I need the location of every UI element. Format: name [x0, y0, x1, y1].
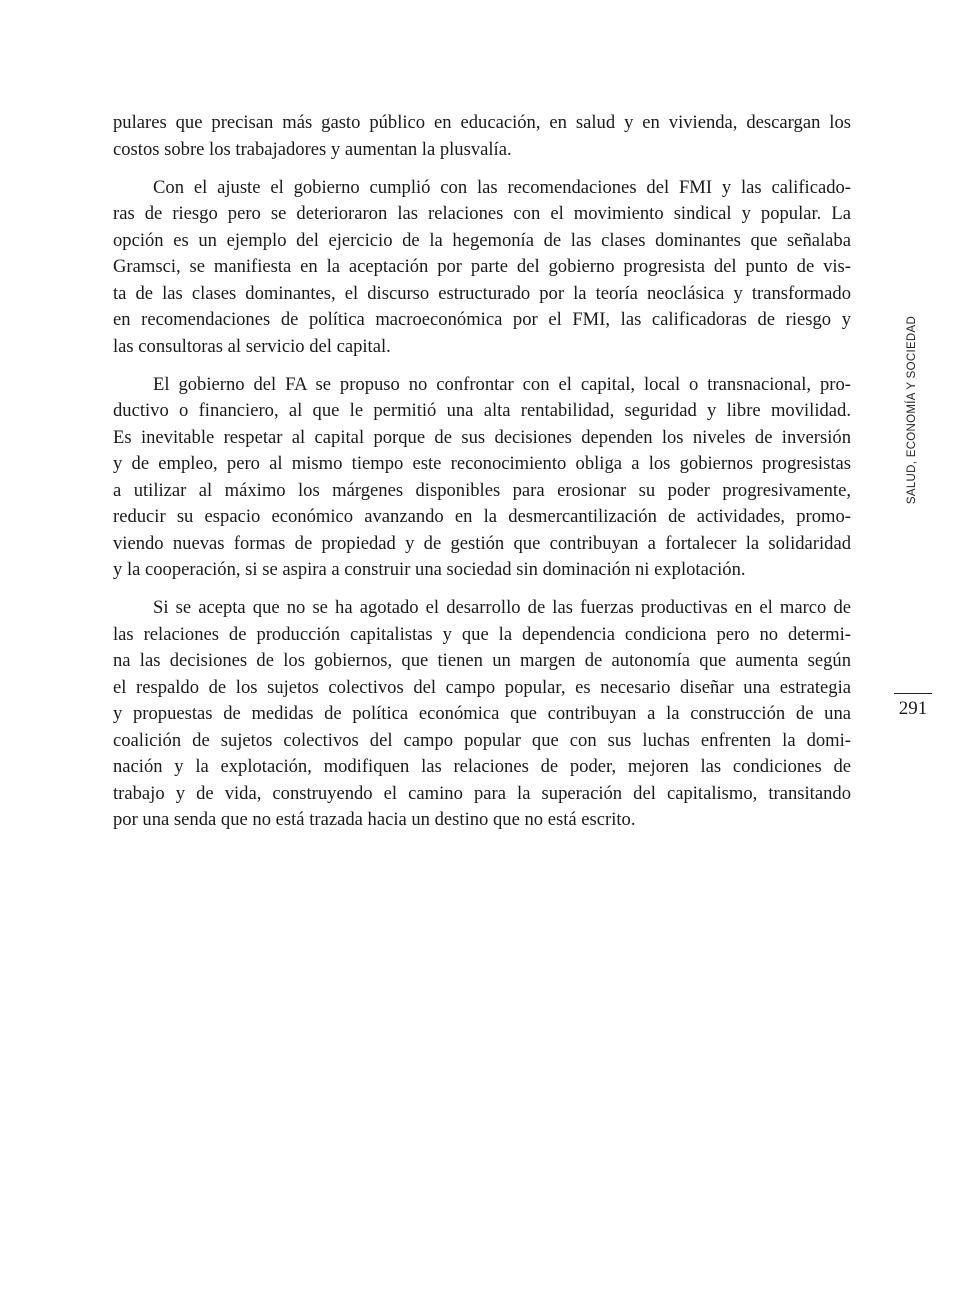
- text-line: na las decisiones de los gobiernos, que tienen un margen de autonomía que aumenta según: [113, 650, 851, 671]
- text-line: y la cooperación, si se aspira a construir una sociedad sin dominación ni explotación.: [113, 559, 746, 580]
- text-line: nación y la explotación, modifiquen las relaciones de poder, mejoren las condiciones de: [113, 756, 851, 777]
- text-line: viendo nuevas formas de propiedad y de gestión que contribuyan a fortalecer la solidaridad: [113, 532, 851, 554]
- text-line: trabajo y de vida, construyendo el camino para la superación del capitalismo, transitando: [113, 782, 851, 804]
- page-number: 291: [898, 698, 928, 719]
- text-line: y propuestas de medidas de política económica que contribuyan a la construcción de una: [113, 703, 851, 724]
- text-line: Gramsci, se manifiesta en la aceptación por parte del gobierno progresista del punto de vis-: [113, 256, 851, 277]
- text-line: costos sobre los trabajadores y aumentan la plusvalía.: [113, 138, 512, 160]
- text-line: ductivo o financiero, al que le permitió una alta rentabilidad, seguridad y libre movilidad.: [113, 400, 851, 421]
- text-line: las consultoras al servicio del capital.: [113, 335, 391, 357]
- text-line: El gobierno del FA se propuso no confrontar con el capital, local o transnacional, pro-: [153, 373, 851, 395]
- paragraph-1: [113, 110, 851, 163]
- text-line: y de empleo, pero al mismo tiempo este reconocimiento obliga a los gobiernos progresistas: [113, 453, 851, 474]
- paragraph-2: [113, 175, 851, 361]
- running-head: SALUD, ECONOMÍA Y SOCIEDAD: [906, 315, 918, 505]
- text-line: Con el ajuste el gobierno cumplió con las recomendaciones del FMI y las calificado-: [153, 176, 851, 198]
- text-line: ras de riesgo pero se deterioraron las relaciones con el movimiento sindical y popular. La: [113, 203, 851, 224]
- text-line: ta de las clases dominantes, el discurso estructurado por la teoría neoclásica y transformado: [113, 282, 851, 304]
- text-line: el respaldo de los sujetos colectivos del campo popular, es necesario diseñar una estrategia: [113, 676, 851, 698]
- text-line: pulares que precisan más gasto público en educación, en salud y en vivienda, descargan los: [113, 112, 851, 133]
- text-line: reducir su espacio económico avanzando en la desmercantilización de actividades, promo-: [113, 506, 851, 527]
- text-line: las relaciones de producción capitalistas y que la dependencia condiciona pero no determi-: [113, 623, 851, 645]
- body-text: [113, 110, 851, 845]
- text-line: opción es un ejemplo del ejercicio de la hegemonía de las clases dominantes que señalaba: [113, 229, 851, 251]
- paragraph-3: [113, 372, 851, 584]
- paragraph-4: [113, 595, 851, 834]
- text-line: coalición de sujetos colectivos del campo popular que con sus luchas enfrenten la domi-: [113, 729, 851, 751]
- text-line: por una senda que no está trazada hacia un destino que no está escrito.: [113, 809, 636, 830]
- text-line: Es inevitable respetar al capital porque de sus decisiones dependen los niveles de inversión: [113, 426, 851, 448]
- text-line: en recomendaciones de política macroeconómica por el FMI, las calificadoras de riesgo y: [113, 309, 851, 330]
- text-line: a utilizar al máximo los márgenes disponibles para erosionar su poder progresivamente,: [113, 479, 851, 501]
- text-line: Si se acepta que no se ha agotado el desarrollo de las fuerzas productivas en el marco de: [153, 597, 851, 618]
- page-number-rule: [894, 693, 932, 694]
